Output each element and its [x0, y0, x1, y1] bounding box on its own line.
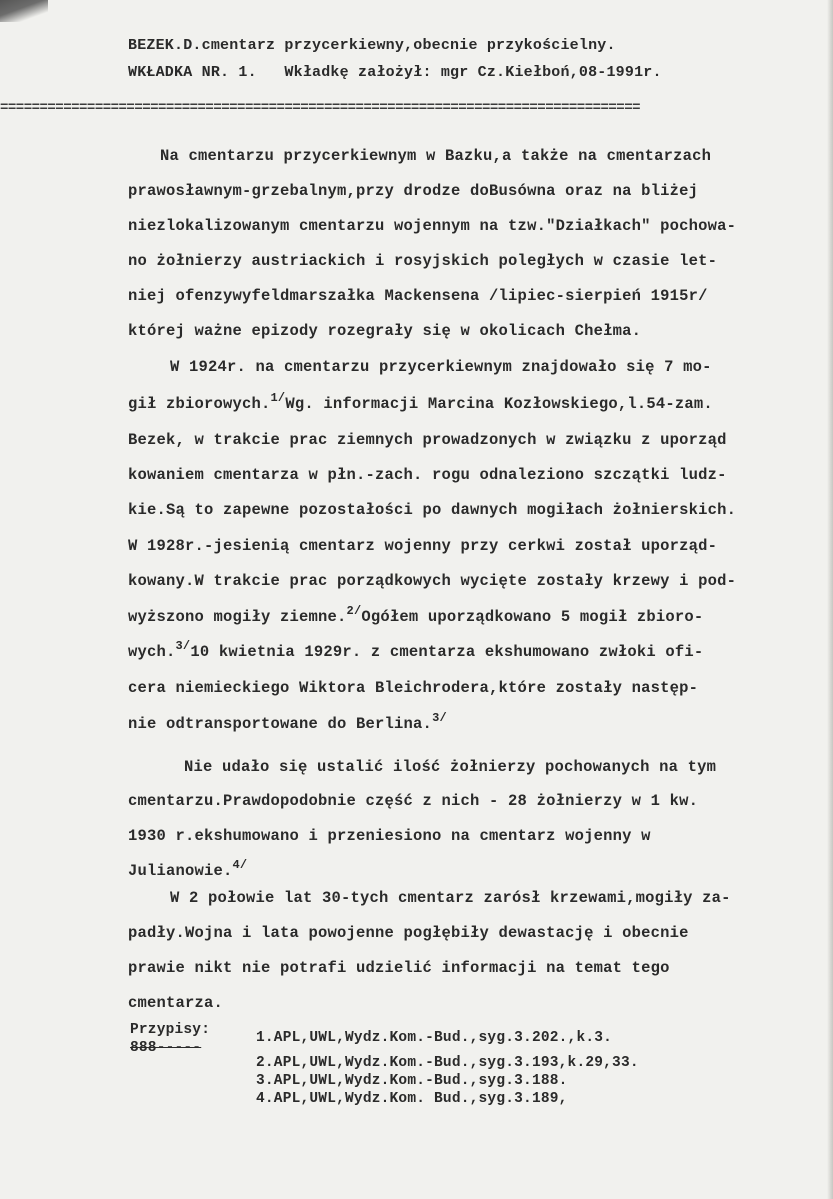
body-line-text: gił zbiorowych. — [128, 395, 271, 413]
footnote-reference: 1/ — [270, 391, 286, 405]
body-line-text: W 1924r. na cmentarzu przycerkiewnym znajdowało się 7 mo- — [170, 358, 712, 376]
body-line-text: 1930 r.ekshumowano i przeniesiono na cmentarz wojenny w — [128, 827, 651, 845]
body-line-text: kowany.W trakcie prac porządkowych wycięte zostały krzewy i pod- — [128, 572, 737, 590]
header-line-1: BEZEK.D.cmentarz przycerkiewny,obecnie przykościelny. — [128, 37, 616, 54]
body-line-text: prawie nikt nie potrafi udzielić informacji na temat tego — [128, 959, 670, 977]
body-line — [128, 791, 698, 811]
footnotes-label: Przypisy: — [130, 1022, 211, 1038]
body-line — [128, 678, 698, 698]
body-line-text: Nie udało się ustalić ilość żołnierzy pochowanych na tym — [184, 758, 717, 776]
body-line — [128, 958, 670, 978]
body-line-text: no żołnierzy austriackich i rosyjskich poległych w czasie let- — [128, 252, 718, 270]
body-line — [128, 826, 651, 846]
body-line — [128, 391, 713, 414]
body-line — [128, 500, 736, 520]
footnote-reference: 4/ — [232, 858, 248, 872]
body-line — [128, 430, 727, 450]
body-line-text: cera niemieckiego Wiktora Bleichrodera,które zostały następ- — [128, 679, 699, 697]
body-line — [128, 993, 223, 1013]
body-line — [128, 711, 447, 734]
body-line-text: cmentarza. — [128, 994, 224, 1012]
body-line-text: Julianowie. — [128, 862, 233, 880]
body-line-text: Na cmentarzu przycerkiewnym w Bazku,a także na cmentarzach — [160, 147, 712, 165]
body-line — [128, 465, 727, 485]
body-line — [128, 923, 689, 943]
body-line-text: padły.Wojna i lata powojenne pogłębiły dewastację i obecnie — [128, 924, 689, 942]
body-line — [128, 321, 641, 341]
body-line-text: kowaniem cmentarza w płn.-zach. rogu odnaleziono szczątki ludz- — [128, 466, 727, 484]
body-line — [128, 536, 717, 556]
footnote-reference: 3/ — [432, 711, 447, 725]
body-line — [184, 757, 716, 777]
body-line — [128, 858, 248, 881]
body-line-text: wyższono mogiły ziemne. — [128, 608, 347, 626]
body-line-text-continued: 10 kwietnia 1929r. z cmentarza ekshumowano zwłoki ofi- — [190, 643, 704, 661]
scan-page-edge — [827, 0, 833, 1199]
body-line-text: Bezek, w trakcie prac ziemnych prowadzonych w związku z uporząd — [128, 431, 727, 449]
body-line-text: prawosławnym-grzebalnym,przy drodze doBusówna oraz na bliżej — [128, 182, 699, 200]
body-line — [128, 181, 698, 201]
separator-line: ================================================================================= — [0, 101, 641, 115]
body-line — [128, 251, 717, 271]
footnote-item-1: 1.APL,UWL,Wydz.Kom.-Bud.,syg.3.202.,k.3. — [256, 1030, 613, 1046]
body-line-text: niezlokalizowanym cmentarzu wojennym na tzw."Działkach" pochowa- — [128, 217, 737, 235]
body-line — [170, 357, 712, 377]
footnote-reference: 3/ — [175, 639, 191, 653]
footnote-item-4: 4.APL,UWL,Wydz.Kom. Bud.,syg.3.189, — [256, 1091, 568, 1107]
body-line — [128, 216, 736, 236]
body-line-text: której ważne epizody rozegrały się w okolicach Chełma. — [128, 322, 642, 340]
body-line — [128, 286, 708, 306]
scan-corner-mark — [0, 0, 48, 22]
footnotes-label-underline: 888----- — [130, 1040, 202, 1056]
footnote-reference: 2/ — [346, 604, 362, 618]
body-line-text-continued: Ogółem uporządkowano 5 mogił zbioro- — [361, 608, 704, 626]
body-line — [170, 888, 731, 908]
body-line-text: W 2 połowie lat 30-tych cmentarz zarósł krzewami,mogiły za- — [170, 889, 731, 907]
body-line-text-continued: Wg. informacji Marcina Kozłowskiego,l.54-zam. — [285, 395, 713, 413]
body-line — [128, 604, 704, 627]
footnote-item-3: 3.APL,UWL,Wydz.Kom.-Bud.,syg.3.188. — [256, 1073, 568, 1089]
body-line-text: nie odtransportowane do Berlina. — [128, 715, 433, 733]
body-line-text: kie.Są to zapewne pozostałości po dawnych mogiłach żołnierskich. — [128, 501, 737, 519]
body-line-text: niej ofenzywyfeldmarszałka Mackensena /lipiec-sierpień 1915r/ — [128, 287, 708, 305]
body-line-text: wych. — [128, 643, 176, 661]
header-line-2: WKŁADKA NR. 1. Wkładkę założył: mgr Cz.Kiełboń,08-1991r. — [128, 64, 662, 81]
body-line-text: W 1928r.-jesienią cmentarz wojenny przy cerkwi został uporząd- — [128, 537, 718, 555]
body-line-text: cmentarzu.Prawdopodobnie część z nich - 28 żołnierzy w 1 kw. — [128, 792, 699, 810]
body-line — [160, 146, 711, 166]
body-line — [128, 639, 704, 662]
footnote-item-2: 2.APL,UWL,Wydz.Kom.-Bud.,syg.3.193,k.29,33. — [256, 1055, 639, 1071]
body-line — [128, 571, 736, 591]
